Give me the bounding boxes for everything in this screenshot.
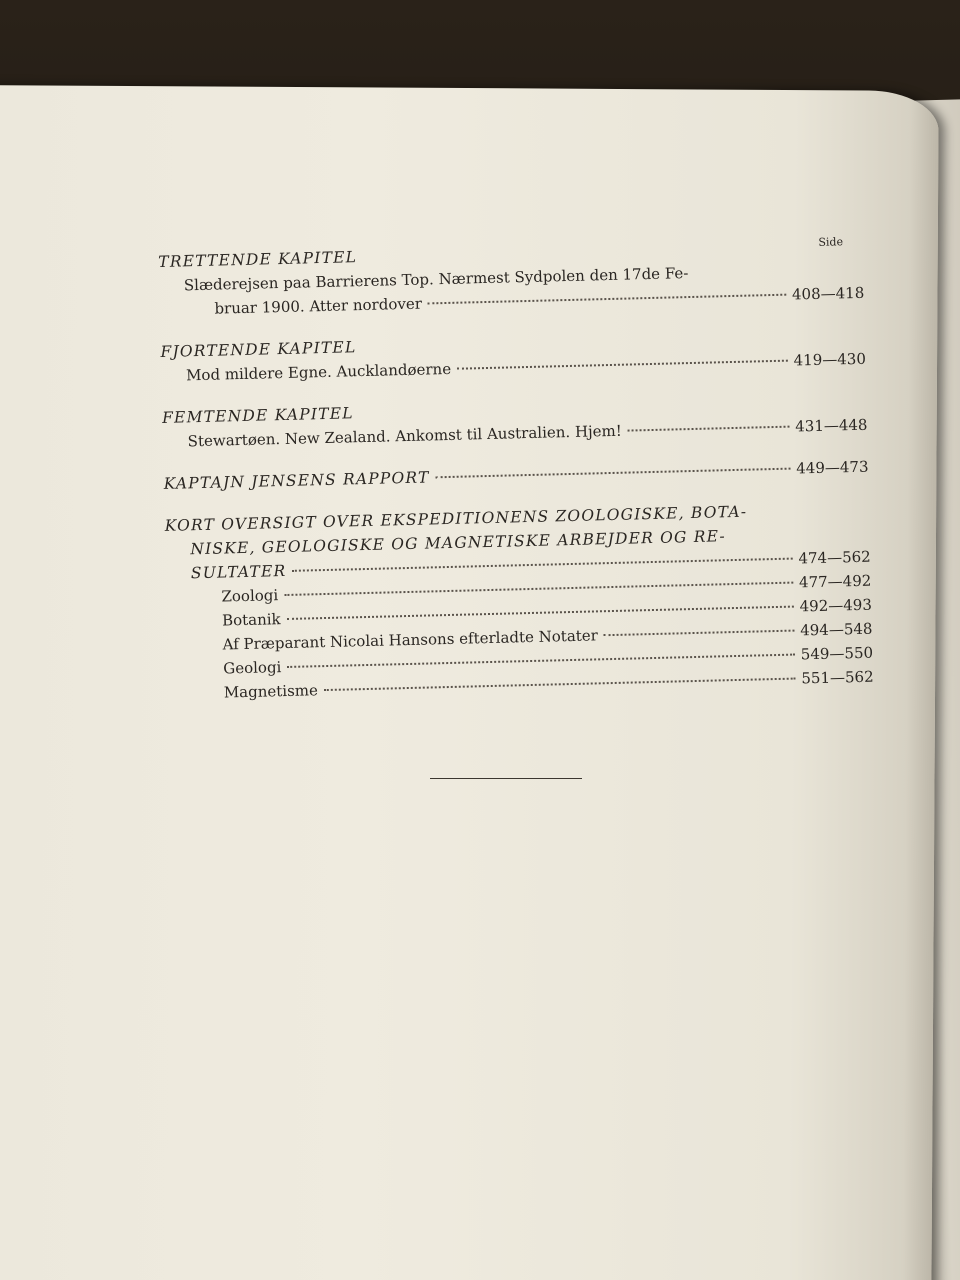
toc-entry-rapport — [163, 455, 868, 496]
chapter-title-line — [163, 455, 868, 496]
page-range: 551—562 — [801, 667, 874, 688]
dot-leader — [604, 630, 794, 637]
entry-description: Mod mildere Egne. Aucklandøerne 419—430 — [161, 347, 866, 388]
page-range: 449—473 — [796, 457, 869, 478]
dot-leader — [428, 294, 786, 305]
page-range: 494—548 — [800, 619, 873, 640]
chapter-title: KAPTAJN JENSENS RAPPORT — [163, 468, 430, 493]
dot-leader — [287, 654, 795, 668]
dot-leader — [628, 426, 789, 432]
chapter-title-end: SULTATER — [190, 561, 287, 583]
chapter-title: FEMTENDE KAPITEL — [161, 404, 354, 427]
toc-entry-14 — [160, 323, 866, 388]
dot-leader — [284, 582, 793, 596]
dot-leader — [457, 360, 788, 370]
entry-description: Slæderejsen paa Barrierens Top. Nærmest Sydpolen den 17de Fe- — [183, 264, 689, 295]
page-range: 492—493 — [799, 595, 873, 616]
side-column-header: Side — [818, 235, 844, 249]
entry-description-cont: bruar 1900. Atter nordover 408—418 — [159, 281, 864, 322]
toc-entry-oversigt — [164, 497, 873, 706]
page-range: 408—418 — [791, 283, 865, 304]
dot-leader — [324, 678, 796, 692]
page-range: 474—562 — [798, 547, 871, 568]
sub-entry-magnetisme: Magnetisme 551—562 — [169, 665, 874, 706]
page-range: 419—430 — [793, 349, 867, 370]
sub-entry-botanik: Botanik 492—493 — [167, 593, 872, 634]
page-range: 549—550 — [800, 643, 874, 664]
page-range: 431—448 — [795, 415, 868, 436]
chapter-title: TRETTENDE KAPITEL — [158, 248, 358, 271]
sub-entry-zoologi: Zoologi 477—492 — [166, 569, 871, 610]
sub-entry-geologi: Geologi 549—550 — [168, 641, 873, 682]
sub-entry-notater: Af Præparant Nicolai Hansons efterladte Notater 494—548 — [167, 617, 872, 658]
end-divider-rule — [430, 778, 582, 779]
dot-leader — [287, 606, 794, 620]
toc-entry-15 — [162, 389, 868, 454]
dot-leader — [292, 558, 792, 572]
chapter-title: FJORTENDE KAPITEL — [160, 338, 357, 361]
table-of-contents — [158, 233, 874, 724]
chapter-title-cont: NISKE, GEOLOGISKE OG MAGNETISKE ARBEJDER OG RE- — [190, 527, 727, 559]
entry-description: Stewartøen. New Zealand. Ankomst til Australien. Hjem! 431—448 — [162, 413, 867, 454]
dot-leader — [435, 468, 790, 479]
page-range: 477—492 — [798, 571, 872, 592]
chapter-title: KORT OVERSIGT OVER EKSPEDITIONENS ZOOLOGISKE, BOTA- — [164, 502, 748, 535]
